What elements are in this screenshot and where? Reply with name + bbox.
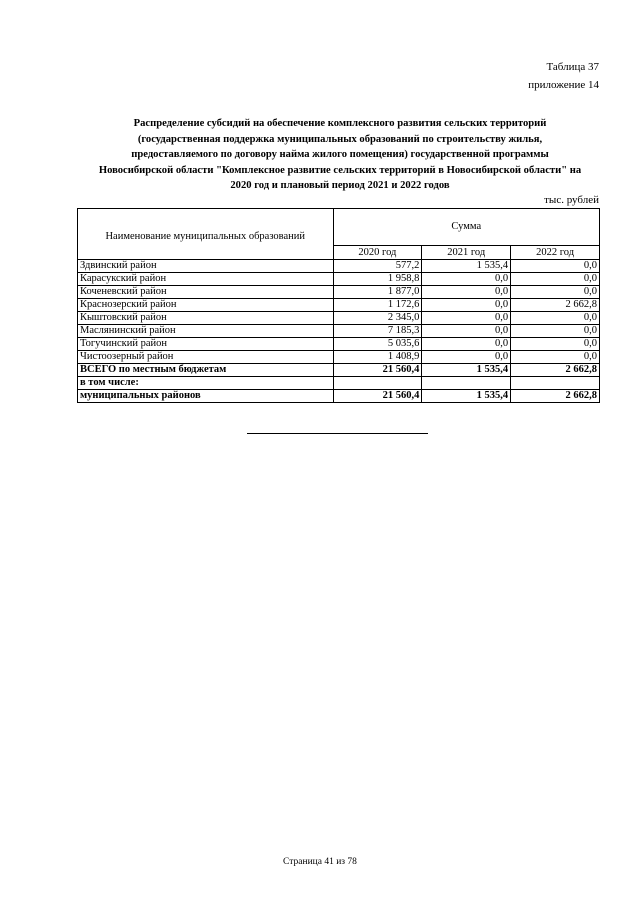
appendix-number: приложение 14 — [528, 79, 599, 91]
row-name: Здвинский район — [78, 260, 334, 273]
total-label: ВСЕГО по местным бюджетам — [78, 364, 334, 377]
table-row — [78, 338, 600, 351]
empty-cell — [333, 377, 422, 390]
municipal-2021: 1 535,4 — [422, 390, 511, 403]
separator-line — [247, 433, 428, 434]
units-label: тыс. рублей — [544, 194, 599, 206]
title-line: предоставляемого по договору найма жилого помещения) государственной программы — [131, 149, 549, 160]
title-line: (государственная поддержка муниципальных образований по строительству жилья, — [137, 133, 543, 145]
value-2021: 1 535,4 — [422, 260, 511, 273]
document-title — [80, 116, 600, 194]
total-row — [78, 364, 600, 377]
total-2020: 21 560,4 — [333, 364, 422, 377]
table-row — [78, 299, 600, 312]
row-name: Коченевский район — [78, 286, 334, 299]
title-line: Новосибирской области "Комплексное развитие сельских территорий в Новосибирской области" на — [98, 164, 582, 176]
empty-cell — [422, 377, 511, 390]
value-2022: 0,0 — [511, 286, 600, 299]
table-header-row — [78, 209, 600, 246]
municipal-row — [78, 390, 600, 403]
table-row — [78, 273, 600, 286]
value-2020: 7 185,3 — [333, 325, 422, 338]
column-header-2020: 2020 год — [333, 246, 422, 260]
value-2022: 0,0 — [511, 260, 600, 273]
value-2022: 2 662,8 — [511, 299, 600, 312]
value-2022: 0,0 — [511, 325, 600, 338]
value-2021: 0,0 — [422, 273, 511, 286]
table-row — [78, 351, 600, 364]
table-row — [78, 260, 600, 273]
value-2020: 1 877,0 — [333, 286, 422, 299]
column-header-2022: 2022 год — [511, 246, 600, 260]
table-number: Таблица 37 — [546, 61, 599, 73]
value-2021: 0,0 — [422, 338, 511, 351]
title-line: Распределение субсидий на обеспечение комплексного развития сельских территорий — [133, 118, 547, 129]
row-name: Краснозерский район — [78, 299, 334, 312]
row-name: Карасукский район — [78, 273, 334, 286]
row-name: Тогучинский район — [78, 338, 334, 351]
empty-cell — [511, 377, 600, 390]
column-header-2021: 2021 год — [422, 246, 511, 260]
value-2020: 577,2 — [333, 260, 422, 273]
value-2021: 0,0 — [422, 325, 511, 338]
value-2020: 1 408,9 — [333, 351, 422, 364]
including-label: в том числе: — [78, 377, 334, 390]
municipal-label: муниципальных районов — [78, 390, 334, 403]
including-row — [78, 377, 600, 390]
table-row — [78, 325, 600, 338]
value-2022: 0,0 — [511, 273, 600, 286]
table-row — [78, 312, 600, 325]
value-2022: 0,0 — [511, 351, 600, 364]
value-2022: 0,0 — [511, 312, 600, 325]
row-name: Чистоозерный район — [78, 351, 334, 364]
value-2020: 1 958,8 — [333, 273, 422, 286]
value-2021: 0,0 — [422, 312, 511, 325]
subsidy-table — [77, 208, 600, 403]
page-number: Страница 41 из 78 — [283, 857, 357, 867]
municipal-2022: 2 662,8 — [511, 390, 600, 403]
value-2021: 0,0 — [422, 299, 511, 312]
title-line: 2020 год и плановый период 2021 и 2022 годов — [230, 180, 450, 191]
column-header-sum: Сумма — [333, 209, 600, 246]
value-2020: 1 172,6 — [333, 299, 422, 312]
value-2022: 0,0 — [511, 338, 600, 351]
total-2022: 2 662,8 — [511, 364, 600, 377]
row-name: Кыштовский район — [78, 312, 334, 325]
value-2021: 0,0 — [422, 351, 511, 364]
value-2021: 0,0 — [422, 286, 511, 299]
total-2021: 1 535,4 — [422, 364, 511, 377]
value-2020: 2 345,0 — [333, 312, 422, 325]
column-header-name: Наименование муниципальных образований — [78, 209, 334, 260]
value-2020: 5 035,6 — [333, 338, 422, 351]
municipal-2020: 21 560,4 — [333, 390, 422, 403]
table-row — [78, 286, 600, 299]
row-name: Маслянинский район — [78, 325, 334, 338]
